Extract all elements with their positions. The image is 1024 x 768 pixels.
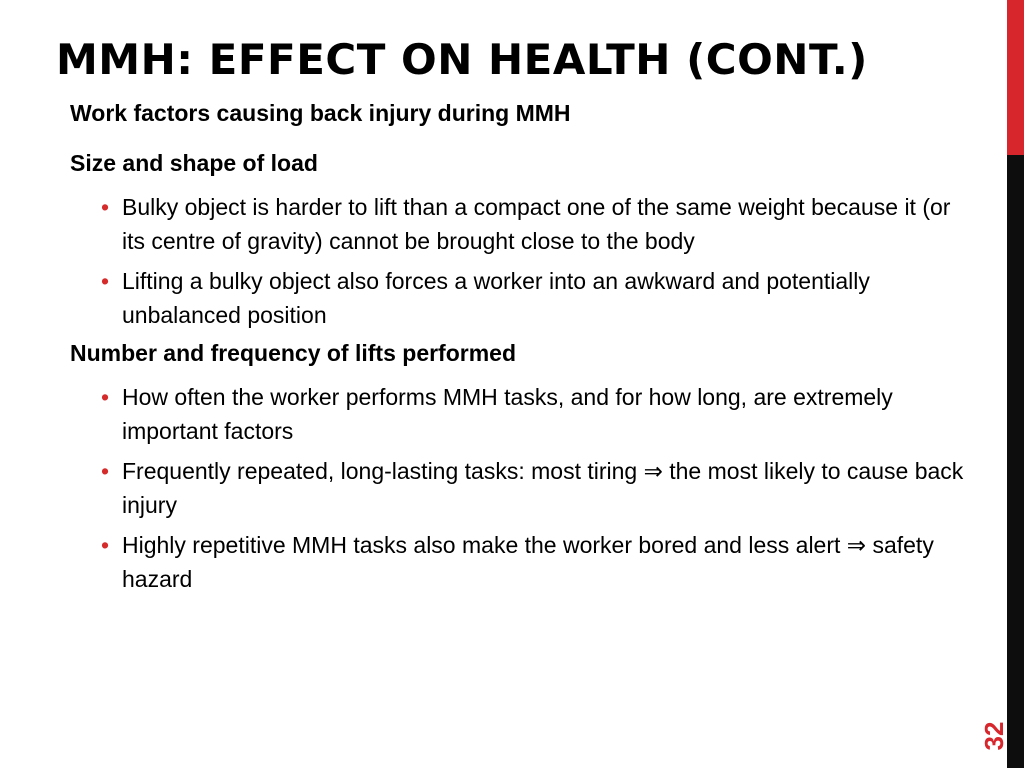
bullet-marker: • xyxy=(101,268,110,294)
page-number: 32 xyxy=(978,721,1009,751)
bullet-item xyxy=(70,190,975,258)
bullet-marker: • xyxy=(101,532,110,558)
section-heading: Size and shape of load xyxy=(70,150,318,176)
side-dark-bar xyxy=(1007,155,1024,768)
section-number-frequency xyxy=(70,338,975,596)
bullet-marker: • xyxy=(101,384,110,410)
section-heading: Number and frequency of lifts performed xyxy=(70,340,517,366)
intro-heading: Work factors causing back injury during MMH xyxy=(70,100,571,126)
bullet-text: Bulky object is harder to lift than a compact one of the same weight because it (or its centre of gravity) cannot be brought close to the body xyxy=(122,194,951,254)
bullet-text: Frequently repeated, long-lasting tasks: most tiring ⇒ the most likely to cause back injury xyxy=(122,458,964,518)
side-accent-bar xyxy=(1007,0,1024,155)
bullet-list xyxy=(70,380,975,596)
bullet-marker: • xyxy=(101,458,110,484)
slide-content xyxy=(70,98,975,602)
bullet-item xyxy=(70,380,975,448)
bullet-item xyxy=(70,454,975,522)
section-size-shape xyxy=(70,148,975,332)
bullet-text: Lifting a bulky object also forces a worker into an awkward and potentially unbalanced position xyxy=(122,268,870,328)
bullet-list xyxy=(70,190,975,332)
bullet-marker: • xyxy=(101,194,110,220)
bullet-text: How often the worker performs MMH tasks, and for how long, are extremely important factors xyxy=(122,384,893,444)
bullet-text: Highly repetitive MMH tasks also make the worker bored and less alert ⇒ safety hazard xyxy=(122,532,934,592)
bullet-item xyxy=(70,264,975,332)
bullet-item xyxy=(70,528,975,596)
slide-title: MMH: EFFECT ON HEALTH (CONT.) xyxy=(56,35,868,84)
